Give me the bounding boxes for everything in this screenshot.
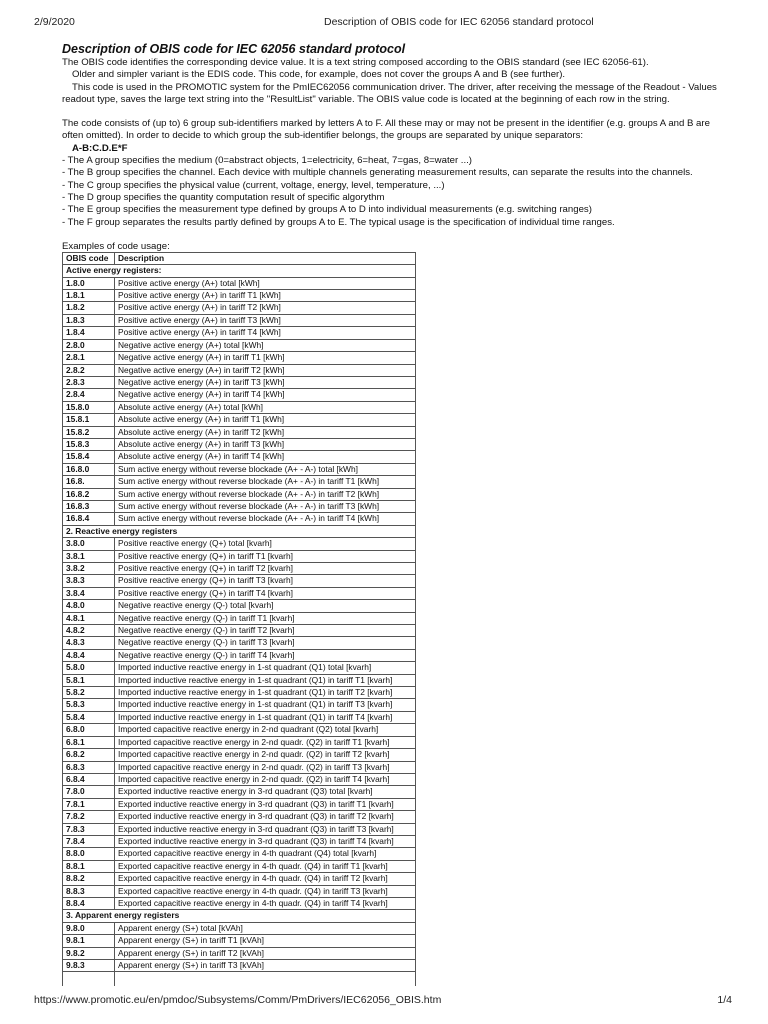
table-row <box>63 897 416 909</box>
obis-code-cell: 5.8.0 <box>63 662 115 674</box>
description-cell: Sum active energy without reverse blockade (A+ - A-) in tariff T1 [kWh] <box>115 476 416 488</box>
table-body <box>63 265 416 987</box>
table-row <box>63 773 416 785</box>
examples-caption: Examples of code usage: <box>62 240 170 252</box>
continuation-cell <box>115 972 416 987</box>
table-row <box>63 922 416 934</box>
description-cell: Imported capacitive reactive energy in 2-nd quadr. (Q2) in tariff T4 [kvarh] <box>115 773 416 785</box>
table-row <box>63 364 416 376</box>
obis-code-cell: 5.8.4 <box>63 711 115 723</box>
table-row <box>63 401 416 413</box>
description-cell: Exported capacitive reactive energy in 4-th quadrant (Q4) total [kvarh] <box>115 848 416 860</box>
obis-code-cell: 15.8.2 <box>63 426 115 438</box>
obis-code-cell: 9.8.3 <box>63 960 115 972</box>
description-cell: Exported inductive reactive energy in 3-rd quadrant (Q3) in tariff T4 [kvarh] <box>115 835 416 847</box>
description-cell: Exported capacitive reactive energy in 4-th quadr. (Q4) in tariff T1 [kvarh] <box>115 860 416 872</box>
obis-code-table <box>62 252 416 987</box>
table-row <box>63 463 416 475</box>
obis-code-cell: 7.8.3 <box>63 823 115 835</box>
description-cell: Imported inductive reactive energy in 1-st quadrant (Q1) total [kvarh] <box>115 662 416 674</box>
description-cell: Apparent energy (S+) in tariff T1 [kVAh] <box>115 935 416 947</box>
obis-code-cell: 2.8.2 <box>63 364 115 376</box>
obis-code-cell: 2.8.1 <box>63 352 115 364</box>
table-row <box>63 674 416 686</box>
table-row <box>63 389 416 401</box>
column-header-code: OBIS code <box>63 252 115 264</box>
page-number: 1/4 <box>717 994 732 1006</box>
table-row <box>63 302 416 314</box>
obis-code-cell: 9.8.1 <box>63 935 115 947</box>
description-cell: Apparent energy (S+) total [kVAh] <box>115 922 416 934</box>
description-cell: Exported inductive reactive energy in 3-rd quadrant (Q3) in tariff T2 [kvarh] <box>115 811 416 823</box>
description-cell: Positive active energy (A+) in tariff T4 [kWh] <box>115 327 416 339</box>
obis-code-cell: 4.8.2 <box>63 625 115 637</box>
table-row <box>63 352 416 364</box>
table-row <box>63 600 416 612</box>
description-cell: Positive reactive energy (Q+) total [kvarh] <box>115 538 416 550</box>
description-cell: Imported capacitive reactive energy in 2-nd quadr. (Q2) in tariff T2 [kvarh] <box>115 749 416 761</box>
table-header-row <box>63 252 416 264</box>
description-cell: Imported capacitive reactive energy in 2-nd quadrant (Q2) total [kvarh] <box>115 724 416 736</box>
description-cell: Imported inductive reactive energy in 1-st quadrant (Q1) in tariff T4 [kvarh] <box>115 711 416 723</box>
description-cell: Positive active energy (A+) in tariff T1 [kWh] <box>115 290 416 302</box>
table-row <box>63 749 416 761</box>
description-cell: Imported inductive reactive energy in 1-st quadrant (Q1) in tariff T3 [kvarh] <box>115 699 416 711</box>
description-cell: Negative reactive energy (Q-) in tariff T3 [kvarh] <box>115 637 416 649</box>
page-footer <box>34 994 744 1008</box>
obis-code-cell: 3.8.2 <box>63 563 115 575</box>
obis-code-cell: 1.8.4 <box>63 327 115 339</box>
obis-code-cell: 5.8.2 <box>63 687 115 699</box>
obis-code-cell: 3.8.4 <box>63 587 115 599</box>
description-cell: Absolute active energy (A+) in tariff T2 [kWh] <box>115 426 416 438</box>
obis-code-cell: 9.8.0 <box>63 922 115 934</box>
group-c-description: - The C group specifies the physical value (current, voltage, energy, level, temperature, ...) <box>62 179 445 191</box>
table-row <box>63 637 416 649</box>
obis-code-cell: 16.8.3 <box>63 500 115 512</box>
table-row <box>63 711 416 723</box>
table-row <box>63 327 416 339</box>
description-cell: Imported inductive reactive energy in 1-st quadrant (Q1) in tariff T1 [kvarh] <box>115 674 416 686</box>
column-header-description: Description <box>115 252 416 264</box>
description-cell: Negative active energy (A+) total [kWh] <box>115 339 416 351</box>
section-heading: 2. Reactive energy registers <box>63 525 416 537</box>
description-cell: Negative reactive energy (Q-) in tariff T1 [kvarh] <box>115 612 416 624</box>
description-cell: Positive reactive energy (Q+) in tariff T1 [kvarh] <box>115 550 416 562</box>
description-cell: Positive reactive energy (Q+) in tariff T2 [kvarh] <box>115 563 416 575</box>
table-row <box>63 575 416 587</box>
table-section-row <box>63 910 416 922</box>
table-row <box>63 699 416 711</box>
obis-code-cell: 8.8.1 <box>63 860 115 872</box>
description-cell: Absolute active energy (A+) in tariff T4 [kWh] <box>115 451 416 463</box>
description-cell: Negative reactive energy (Q-) total [kvarh] <box>115 600 416 612</box>
obis-code-cell: 8.8.3 <box>63 885 115 897</box>
obis-code-cell: 16.8. <box>63 476 115 488</box>
table-section-row <box>63 525 416 537</box>
table-row <box>63 339 416 351</box>
description-cell: Absolute active energy (A+) in tariff T3 [kWh] <box>115 438 416 450</box>
obis-code-cell: 7.8.0 <box>63 786 115 798</box>
table-row <box>63 625 416 637</box>
page-url: https://www.promotic.eu/en/pmdoc/Subsystems/Comm/PmDrivers/IEC62056_OBIS.htm <box>34 994 442 1006</box>
table-row <box>63 538 416 550</box>
description-cell: Imported inductive reactive energy in 1-st quadrant (Q1) in tariff T2 [kvarh] <box>115 687 416 699</box>
table-row <box>63 786 416 798</box>
intro-paragraph-2: Older and simpler variant is the EDIS code. This code, for example, does not cover the groups A and B (see further). <box>72 69 566 81</box>
obis-code-cell: 6.8.2 <box>63 749 115 761</box>
description-cell: Positive active energy (A+) in tariff T3 [kWh] <box>115 314 416 326</box>
description-cell: Negative active energy (A+) in tariff T1 [kWh] <box>115 352 416 364</box>
obis-code-cell: 15.8.1 <box>63 414 115 426</box>
description-cell: Negative active energy (A+) in tariff T4 [kWh] <box>115 389 416 401</box>
table-row <box>63 687 416 699</box>
obis-code-cell: 6.8.0 <box>63 724 115 736</box>
table-row <box>63 376 416 388</box>
obis-code-cell: 4.8.0 <box>63 600 115 612</box>
description-cell: Sum active energy without reverse blockade (A+ - A-) in tariff T3 [kWh] <box>115 500 416 512</box>
description-cell: Positive reactive energy (Q+) in tariff T4 [kvarh] <box>115 587 416 599</box>
obis-code-cell: 1.8.3 <box>63 314 115 326</box>
obis-code-cell: 5.8.3 <box>63 699 115 711</box>
document-title: Description of OBIS code for IEC 62056 standard protocol <box>62 42 406 56</box>
obis-code-cell: 9.8.2 <box>63 947 115 959</box>
table-row <box>63 612 416 624</box>
description-cell: Exported capacitive reactive energy in 4-th quadr. (Q4) in tariff T4 [kvarh] <box>115 897 416 909</box>
table-row <box>63 649 416 661</box>
obis-code-cell: 16.8.0 <box>63 463 115 475</box>
description-cell: Sum active energy without reverse blockade (A+ - A-) in tariff T2 [kWh] <box>115 488 416 500</box>
obis-code-cell: 3.8.0 <box>63 538 115 550</box>
table-row <box>63 488 416 500</box>
table-row <box>63 414 416 426</box>
group-a-description: - The A group specifies the medium (0=abstract objects, 1=electricity, 6=heat, 7=gas, 8=water ...) <box>62 155 472 167</box>
obis-code-cell: 16.8.4 <box>63 513 115 525</box>
obis-code-cell: 2.8.3 <box>63 376 115 388</box>
group-e-description: - The E group specifies the measurement type defined by groups A to D into individual measurements (e.g. switching ranges) <box>62 204 592 216</box>
description-cell: Sum active energy without reverse blockade (A+ - A-) in tariff T4 [kWh] <box>115 513 416 525</box>
table-section-row <box>63 265 416 277</box>
table-row <box>63 761 416 773</box>
obis-code-cell: 4.8.4 <box>63 649 115 661</box>
table-continuation <box>63 972 416 987</box>
obis-code-cell: 4.8.3 <box>63 637 115 649</box>
description-cell: Negative reactive energy (Q-) in tariff T2 [kvarh] <box>115 625 416 637</box>
description-cell: Positive reactive energy (Q+) in tariff T3 [kvarh] <box>115 575 416 587</box>
continuation-cell <box>63 972 115 987</box>
description-cell: Positive active energy (A+) total [kWh] <box>115 277 416 289</box>
obis-code-cell: 15.8.4 <box>63 451 115 463</box>
table-row <box>63 563 416 575</box>
section-heading: Active energy registers: <box>63 265 416 277</box>
obis-code-cell: 6.8.4 <box>63 773 115 785</box>
obis-code-cell: 6.8.1 <box>63 736 115 748</box>
obis-code-cell: 6.8.3 <box>63 761 115 773</box>
table-row <box>63 873 416 885</box>
description-cell: Apparent energy (S+) in tariff T2 [kVAh] <box>115 947 416 959</box>
description-cell: Absolute active energy (A+) total [kWh] <box>115 401 416 413</box>
description-cell: Exported capacitive reactive energy in 4-th quadr. (Q4) in tariff T3 [kvarh] <box>115 885 416 897</box>
description-cell: Sum active energy without reverse blockade (A+ - A-) total [kWh] <box>115 463 416 475</box>
table-row <box>63 947 416 959</box>
obis-code-cell: 2.8.4 <box>63 389 115 401</box>
table-row <box>63 848 416 860</box>
description-cell: Negative active energy (A+) in tariff T2 [kWh] <box>115 364 416 376</box>
description-cell: Negative active energy (A+) in tariff T3 [kWh] <box>115 376 416 388</box>
description-cell: Absolute active energy (A+) in tariff T1 [kWh] <box>115 414 416 426</box>
description-cell: Exported inductive reactive energy in 3-rd quadrant (Q3) in tariff T1 [kvarh] <box>115 798 416 810</box>
description-cell: Negative reactive energy (Q-) in tariff T4 [kvarh] <box>115 649 416 661</box>
obis-code-cell: 7.8.1 <box>63 798 115 810</box>
table-row <box>63 835 416 847</box>
obis-code-cell: 8.8.0 <box>63 848 115 860</box>
intro-paragraph-1: The OBIS code identifies the corresponding device value. It is a text string composed according to the OBIS standard (see IEC 62056-61). <box>62 57 649 68</box>
obis-code-cell: 7.8.4 <box>63 835 115 847</box>
section-heading: 3. Apparent energy registers <box>63 910 416 922</box>
obis-formula: A-B:C.D.E*F <box>72 142 128 154</box>
table-row <box>63 823 416 835</box>
table-row <box>63 724 416 736</box>
obis-code-cell: 15.8.3 <box>63 438 115 450</box>
obis-code-cell: 4.8.1 <box>63 612 115 624</box>
group-d-description: - The D group specifies the quantity computation result of specific algorythm <box>62 191 385 203</box>
table-row <box>63 662 416 674</box>
description-cell: Imported capacitive reactive energy in 2-nd quadr. (Q2) in tariff T3 [kvarh] <box>115 761 416 773</box>
table-row <box>63 290 416 302</box>
print-title: Description of OBIS code for IEC 62056 standard protocol <box>324 16 594 28</box>
obis-code-cell: 2.8.0 <box>63 339 115 351</box>
print-date: 2/9/2020 <box>34 16 75 28</box>
obis-code-cell: 7.8.2 <box>63 811 115 823</box>
obis-code-cell: 1.8.1 <box>63 290 115 302</box>
table-row <box>63 798 416 810</box>
obis-code-cell: 8.8.4 <box>63 897 115 909</box>
structure-paragraph: The code consists of (up to) 6 group sub-identifiers marked by letters A to F. All these may or may not be present in the identifier (e.g. groups A and B are often omitted). In order to decide to which group the sub-identifier belongs, the groups are separated by unique separators: <box>62 118 710 142</box>
obis-code-cell: 1.8.0 <box>63 277 115 289</box>
description-cell: Exported inductive reactive energy in 3-rd quadrant (Q3) total [kvarh] <box>115 786 416 798</box>
table-row <box>63 500 416 512</box>
document-content <box>62 42 722 986</box>
obis-code-cell: 3.8.1 <box>63 550 115 562</box>
table-row <box>63 960 416 972</box>
table-row <box>63 550 416 562</box>
table-row <box>63 587 416 599</box>
table-row <box>63 277 416 289</box>
table-row <box>63 736 416 748</box>
table-row <box>63 885 416 897</box>
description-cell: Exported capacitive reactive energy in 4-th quadr. (Q4) in tariff T2 [kvarh] <box>115 873 416 885</box>
table-row <box>63 476 416 488</box>
table-row <box>63 451 416 463</box>
group-b-description: - The B group specifies the channel. Each device with multiple channels generating measurement results, can separate the results into the channels. <box>62 167 693 179</box>
table-row <box>63 314 416 326</box>
obis-code-cell: 15.8.0 <box>63 401 115 413</box>
description-cell: Imported capacitive reactive energy in 2-nd quadr. (Q2) in tariff T1 [kvarh] <box>115 736 416 748</box>
table-row <box>63 935 416 947</box>
description-cell: Apparent energy (S+) in tariff T3 [kVAh] <box>115 960 416 972</box>
table-row <box>63 426 416 438</box>
table-row <box>63 513 416 525</box>
obis-code-cell: 5.8.1 <box>63 674 115 686</box>
obis-code-cell: 1.8.2 <box>63 302 115 314</box>
page-header <box>34 16 744 30</box>
table-row <box>63 811 416 823</box>
obis-code-cell: 16.8.2 <box>63 488 115 500</box>
table-row <box>63 438 416 450</box>
description-cell: Positive active energy (A+) in tariff T2 [kWh] <box>115 302 416 314</box>
description-cell: Exported inductive reactive energy in 3-rd quadrant (Q3) in tariff T3 [kvarh] <box>115 823 416 835</box>
group-f-description: - The F group separates the results partly defined by groups A to E. The typical usage is the specification of individual time ranges. <box>62 216 615 228</box>
intro-paragraph-3: This code is used in the PROMOTIC system for the PmIEC62056 communication driver. The driver, after receiving the message of the Readout - Values readout type, saves the large text string into the "ResultList" variable. The OBIS value code is located at the beginning of each row in the string. <box>62 81 717 105</box>
table-row <box>63 860 416 872</box>
obis-code-cell: 3.8.3 <box>63 575 115 587</box>
obis-code-cell: 8.8.2 <box>63 873 115 885</box>
